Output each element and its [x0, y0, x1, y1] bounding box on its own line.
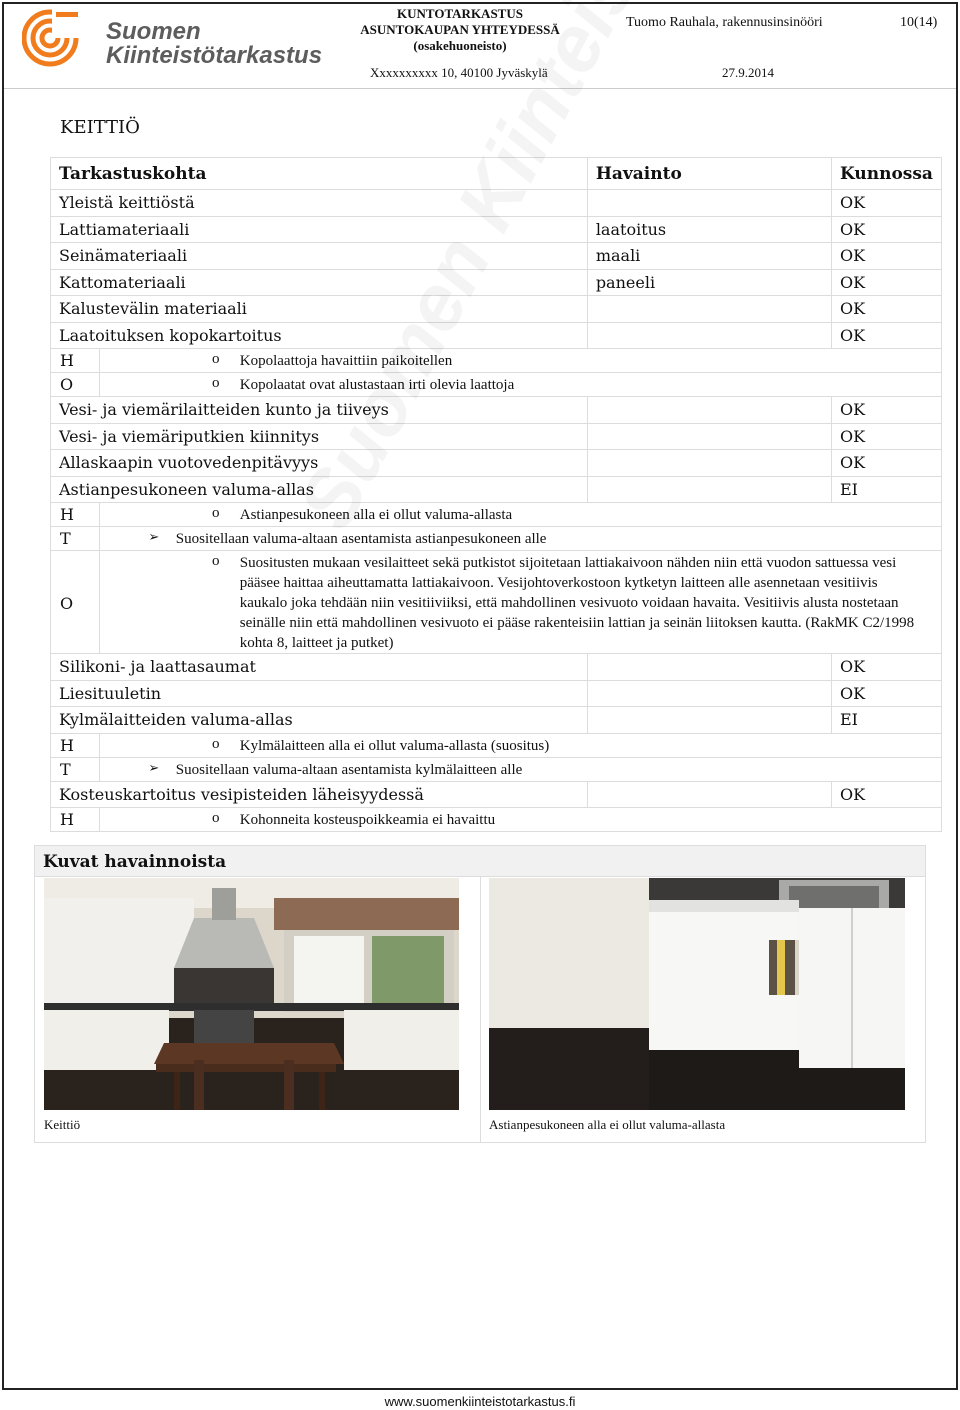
- photo-caption-kitchen: Keittiö: [44, 1117, 81, 1132]
- bullet-marker: o: [212, 735, 220, 752]
- table-row: [51, 654, 942, 681]
- row-status: OK: [831, 296, 941, 323]
- logo-rings-icon: [22, 8, 86, 68]
- table-row: [51, 322, 942, 349]
- row-status: OK: [831, 216, 941, 243]
- row-finding: laatoitus: [587, 216, 831, 243]
- bullet-marker: o: [212, 375, 220, 391]
- row-finding: [587, 781, 831, 808]
- note-row: [51, 527, 942, 551]
- note-row: [51, 808, 942, 832]
- note-code: H: [51, 349, 100, 373]
- note-code: O: [51, 373, 100, 397]
- column-header-finding: Havainto: [587, 158, 831, 190]
- note-row: [51, 757, 942, 781]
- bullet-marker: o: [212, 810, 220, 826]
- note-text: Kopolaatat ovat alustastaan irti olevia laattoja: [239, 377, 515, 393]
- kitchen-photo: [44, 878, 459, 1110]
- row-status: EI: [831, 476, 941, 503]
- row-status: EI: [831, 707, 941, 734]
- header-divider: [4, 88, 956, 89]
- logo-wordmark: Suomen Kiinteistötarkastus: [106, 18, 323, 69]
- inspection-date: 27.9.2014: [722, 65, 774, 80]
- note-body: [99, 503, 941, 527]
- note-row: [51, 373, 942, 397]
- row-status: OK: [831, 781, 941, 808]
- note-text: Kohonneita kosteuspoikkeamia ei havaittu: [239, 812, 496, 828]
- row-finding: [587, 423, 831, 450]
- row-item: Kylmälaitteiden valuma-allas: [51, 707, 588, 734]
- row-item: Yleistä keittiöstä: [51, 190, 588, 217]
- row-finding: [587, 322, 831, 349]
- row-item: Kosteuskartoitus vesipisteiden läheisyydessä: [51, 781, 588, 808]
- row-finding: [587, 476, 831, 503]
- note-code: H: [51, 733, 100, 757]
- note-body: [99, 808, 941, 832]
- bullet-marker: o: [212, 553, 220, 569]
- note-text: Suositellaan valuma-altaan asentamista astianpesukoneen alle: [175, 531, 547, 547]
- row-status: OK: [831, 190, 941, 217]
- table-header-row: [51, 158, 942, 190]
- row-finding: [587, 190, 831, 217]
- table-row: [51, 296, 942, 323]
- row-status: OK: [831, 269, 941, 296]
- arrow-bullet-icon: ➢: [148, 529, 160, 544]
- arrow-bullet-icon: ➢: [148, 759, 160, 775]
- row-item: Silikoni- ja laattasaumat: [51, 654, 588, 681]
- row-item: Kattomateriaali: [51, 269, 588, 296]
- row-item: Astianpesukoneen valuma-allas: [51, 476, 588, 503]
- note-body: [99, 551, 941, 654]
- photo-caption-dishwasher: Astianpesukoneen alla ei ollut valuma-allasta: [489, 1117, 726, 1132]
- pictures-divider: [480, 876, 481, 1143]
- row-finding: [587, 654, 831, 681]
- row-status: OK: [831, 397, 941, 424]
- table-row: [51, 216, 942, 243]
- row-item: Vesi- ja viemärilaitteiden kunto ja tiiveys: [51, 397, 588, 424]
- row-finding: [587, 707, 831, 734]
- bullet-marker: o: [212, 351, 220, 367]
- row-item: Kalustevälin materiaali: [51, 296, 588, 323]
- row-status: OK: [831, 243, 941, 270]
- column-header-item: Tarkastuskohta: [51, 158, 588, 190]
- note-code: H: [51, 808, 100, 832]
- table-row: [51, 190, 942, 217]
- row-item: Laatoituksen kopokartoitus: [51, 322, 588, 349]
- inspector-name: Tuomo Rauhala, rakennusinsinööri: [626, 15, 823, 30]
- table-row: [51, 476, 942, 503]
- document-title: KUNTOTARKASTUS ASUNTOKAUPAN YHTEYDESSÄ (osakehuoneisto): [360, 6, 560, 53]
- row-item: Lattiamateriaali: [51, 216, 588, 243]
- row-status: OK: [831, 450, 941, 477]
- note-text: Kopolaattoja havaittiin paikoitellen: [239, 353, 453, 369]
- property-address: Xxxxxxxxxx 10, 40100 Jyväskylä: [370, 65, 548, 80]
- note-body: [99, 733, 941, 757]
- note-text: Suositellaan valuma-altaan asentamista kylmälaitteen alle: [175, 761, 523, 778]
- table-row: [51, 423, 942, 450]
- row-item: Liesituuletin: [51, 680, 588, 707]
- note-row: [51, 503, 942, 527]
- note-code: H: [51, 503, 100, 527]
- table-row: [51, 397, 942, 424]
- row-finding: [587, 680, 831, 707]
- row-status: OK: [831, 654, 941, 681]
- table-row: [51, 269, 942, 296]
- row-finding: [587, 296, 831, 323]
- note-text: Kylmälaitteen alla ei ollut valuma-allasta (suositus): [239, 737, 550, 754]
- company-logo: [22, 8, 323, 69]
- note-row: [51, 551, 942, 654]
- footer-website: www.suomenkiinteistotarkastus.fi: [384, 1394, 576, 1409]
- row-item: Seinämateriaali: [51, 243, 588, 270]
- note-code: O: [51, 551, 100, 654]
- bullet-marker: o: [212, 505, 220, 521]
- note-body: [99, 373, 941, 397]
- note-text: Suositusten mukaan vesilaitteet sekä putkistot sijoitetaan lattiakaivoon nähden niin että vuodon sattuessa vesi pääsee haittaa aiheuttamatta lattiakaivoon. Vesijohtoverkostoon kytketyn laitteen alle asennetaan vesitiivis kaukalo joka tehdään niin vesitiiviiksi, että mahdollinen vesivuoto voidaan havaita. Vesitiivis alusta nostetaan seinälle niin että mahdollinen vesivuoto ei pääse rakenteisiin lattian ja seinän liitoksen kautta. (RakMK C2/1998 kohta 8, laitteet ja putket): [239, 555, 915, 651]
- row-finding: maali: [587, 243, 831, 270]
- row-finding: paneeli: [587, 269, 831, 296]
- row-finding: [587, 450, 831, 477]
- row-item: Vesi- ja viemäriputkien kiinnitys: [51, 423, 588, 450]
- note-body: [99, 349, 941, 373]
- note-code: T: [51, 757, 100, 781]
- dishwasher-photo: [489, 878, 905, 1110]
- note-row: [51, 349, 942, 373]
- table-row: [51, 781, 942, 808]
- pictures-section-title: Kuvat havainnoista: [34, 845, 926, 877]
- table-row: [51, 707, 942, 734]
- row-status: OK: [831, 322, 941, 349]
- table-row: [51, 450, 942, 477]
- table-row: [51, 243, 942, 270]
- row-status: OK: [831, 423, 941, 450]
- page-number: 10(14): [900, 15, 938, 30]
- row-item: Allaskaapin vuotovedenpitävyys: [51, 450, 588, 477]
- column-header-status: Kunnossa: [831, 158, 941, 190]
- table-row: [51, 680, 942, 707]
- note-code: T: [51, 527, 100, 551]
- row-finding: [587, 397, 831, 424]
- note-body: [99, 757, 941, 781]
- note-body: [99, 527, 941, 551]
- note-text: Astianpesukoneen alla ei ollut valuma-allasta: [239, 507, 513, 523]
- section-title: KEITTIÖ: [60, 117, 140, 138]
- note-row: [51, 733, 942, 757]
- row-status: OK: [831, 680, 941, 707]
- inspection-table: [50, 157, 942, 832]
